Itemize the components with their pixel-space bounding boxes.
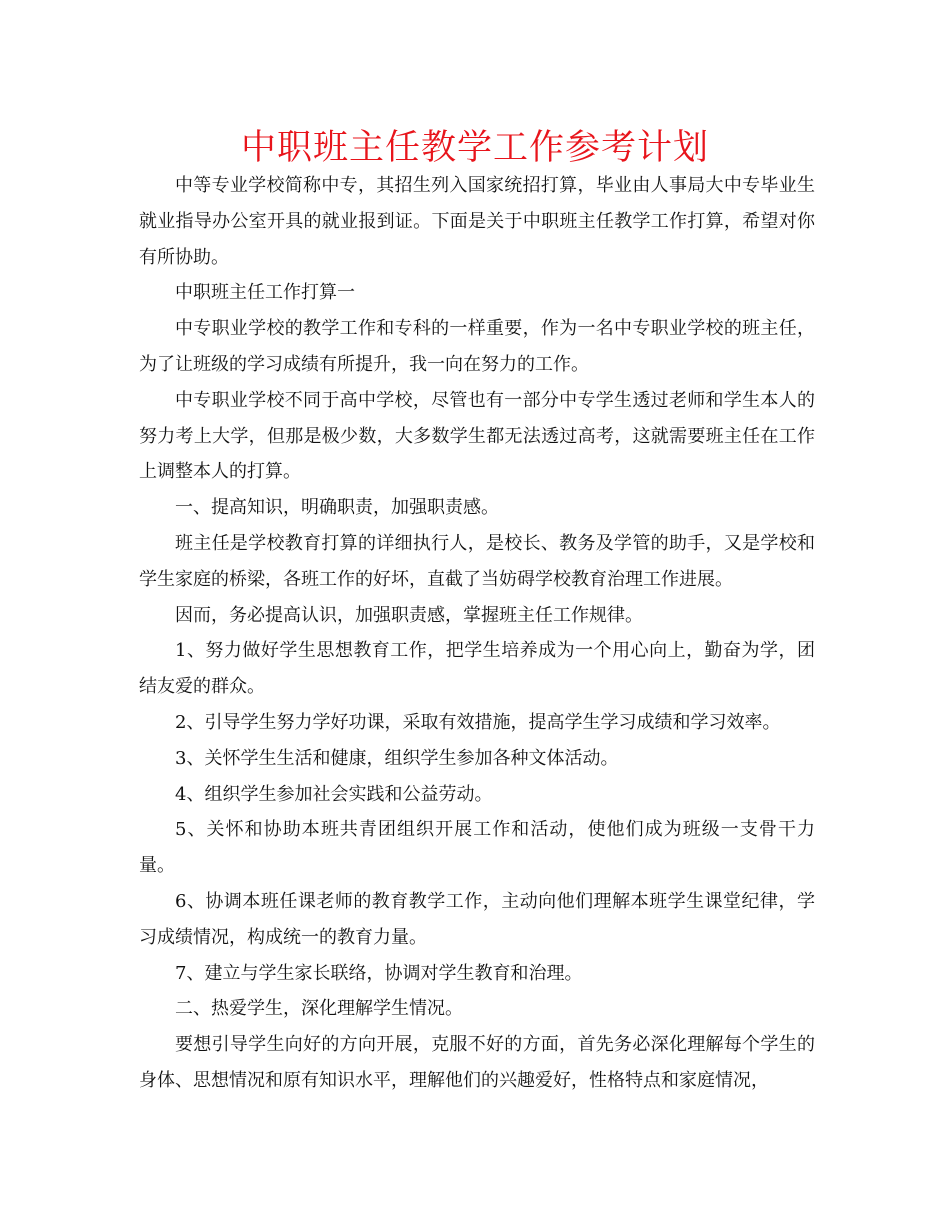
paragraph: 中专职业学校不同于高中学校，尽管也有一部分中专学生透过老师和学生本人的努力考上大学，但那是极少数，大多数学生都无法透过高考，这就需要班主任在工作上调整本人的打算。 [139, 389, 815, 483]
paragraph: 班主任是学校教育打算的详细执行人，是校长、教务及学管的助手，又是学校和学生家庭的桥梁，各班工作的好坏，直截了当妨碍学校教育治理工作进展。 [139, 532, 815, 590]
paragraph: 中专职业学校的教学工作和专科的一样重要，作为一名中专职业学校的班主任，为了让班级的学习成绩有所提升，我一向在努力的工作。 [139, 318, 815, 375]
paragraph-intro: 中等专业学校简称中专，其招生列入国家统招打算，毕业由人事局大中专毕业生就业指导办公室开具的就业报到证。下面是关于中职班主任教学工作打算，希望对你有所协助。 [139, 175, 815, 268]
list-item-7: 7、建立与学生家长联络，协调对学生教育和治理。 [175, 962, 583, 984]
list-item-2: 2、引导学生努力学好功课，采取有效措施，提高学生学习成绩和学习效率。 [175, 711, 781, 733]
list-item-4: 4、组织学生参加社会实践和公益劳动。 [175, 783, 493, 805]
list-item-1: 1、努力做好学生思想教育工作，把学生培养成为一个用心向上，勤奋为学，团结友爱的群众。 [139, 640, 815, 698]
paragraph-section-heading: 中职班主任工作打算一 [175, 282, 355, 304]
document-title: 中职班主任教学工作参考计划 [240, 128, 709, 168]
list-item-5: 5、关怀和协助本班共青团组织开展工作和活动，使他们成为班级一支骨干力量。 [139, 819, 815, 877]
paragraph: 要想引导学生向好的方向开展，克服不好的方面，首先务必深化理解每个学生的身体、思想情况和原有知识水平，理解他们的兴趣爱好，性格特点和家庭情况， [139, 1034, 815, 1091]
paragraph: 因而，务必提高认识，加强职责感，掌握班主任工作规律。 [175, 604, 643, 626]
paragraph-heading-1: 一、提高知识，明确职责，加强职责感。 [175, 497, 499, 519]
paragraph-heading-2: 二、热爱学生，深化理解学生情况。 [175, 998, 463, 1020]
list-item-6: 6、协调本班任课老师的教育教学工作，主动向他们理解本班学生课堂纪律，学习成绩情况，构成统一的教育力量。 [139, 890, 815, 948]
document-body [139, 168, 815, 1099]
list-item-3: 3、关怀学生生活和健康，组织学生参加各种文体活动。 [175, 747, 619, 769]
